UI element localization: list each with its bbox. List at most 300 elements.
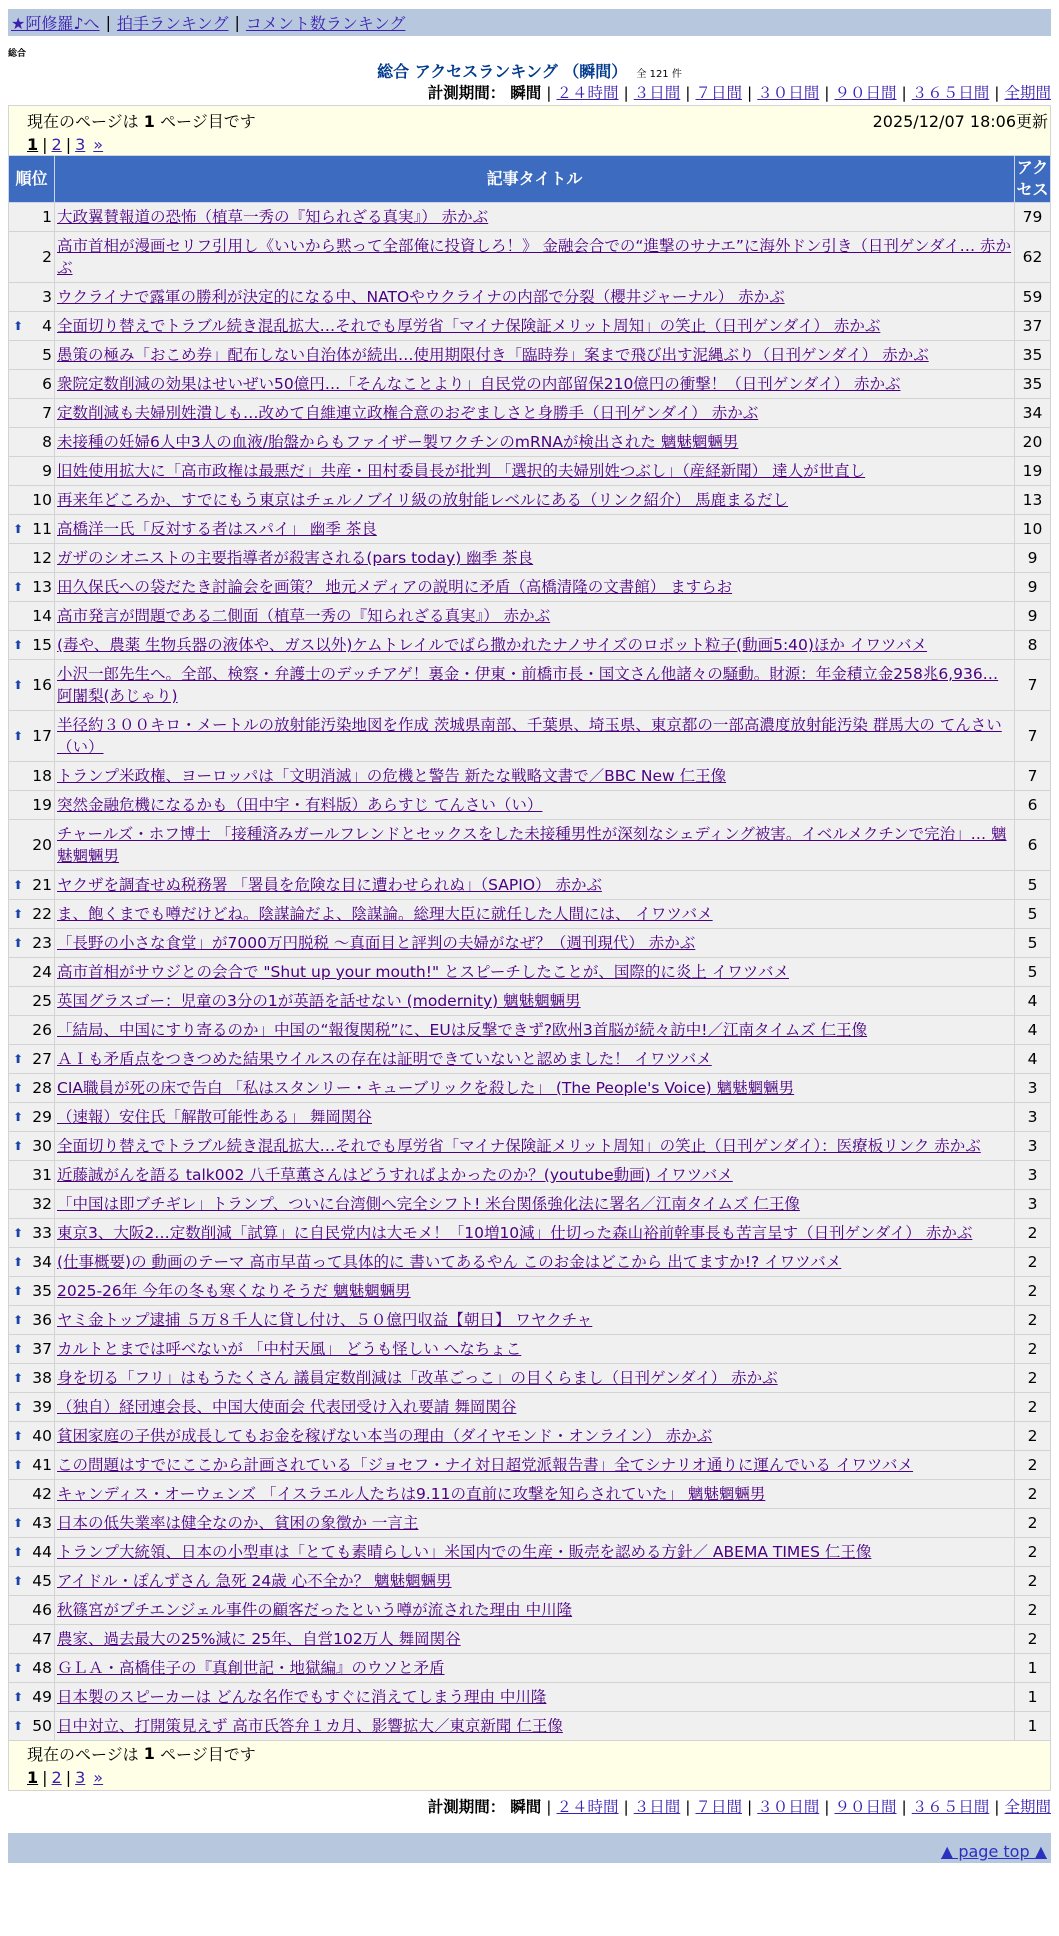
access-count: 6 (1015, 791, 1051, 820)
table-row (9, 1335, 1051, 1364)
access-count: 59 (1015, 283, 1051, 312)
period-current: 瞬間 (510, 1798, 542, 1816)
table-row (9, 1712, 1051, 1741)
period-link[interactable]: ９０日間 (834, 1798, 897, 1816)
article-link[interactable]: 高橋洋一氏「反対する者はスパイ」 幽季 茶良 (57, 520, 377, 538)
period-link[interactable]: ３６５日間 (911, 1798, 990, 1816)
header-access: アクセス (1015, 156, 1051, 203)
rank-number: 7 (42, 404, 52, 422)
up-arrow-icon: ⬆ (13, 1516, 24, 1530)
access-count: 4 (1015, 1016, 1051, 1045)
article-link[interactable]: (仕事概要)の 動画のテーマ 高市早苗って具体的に 書いてあるやん このお金はどこから 出てますか!? イワツバメ (57, 1253, 842, 1271)
table-row (9, 762, 1051, 791)
up-arrow-icon: ⬆ (13, 580, 24, 594)
access-count: 2 (1015, 1306, 1051, 1335)
rank-cell (9, 486, 55, 515)
rank-cell (9, 1393, 55, 1422)
up-arrow-icon: ⬆ (13, 1661, 24, 1675)
page-info-box-bottom (8, 1741, 1051, 1791)
title-cell (55, 631, 1015, 660)
rank-number: 10 (32, 491, 52, 509)
rank-number: 22 (32, 905, 52, 923)
title-cell (55, 820, 1015, 871)
rank-number: 50 (32, 1717, 52, 1735)
pagination (9, 132, 1050, 156)
rank-cell (9, 1683, 55, 1712)
access-count: 2 (1015, 1364, 1051, 1393)
pager-next-link[interactable]: » (93, 134, 104, 154)
article-link[interactable]: (毒や、農薬 生物兵器の液体や、ガス以外)ケムトレイルでばら撒かれたナノサイズのロボット粒子(動画5:40)ほか イワツバメ (57, 636, 928, 654)
article-link[interactable]: 農家、過去最大の25%減に 25年、自営102万人 舞岡関谷 (57, 1630, 461, 1648)
period-link[interactable]: ３０日間 (757, 84, 820, 102)
access-count: 7 (1015, 762, 1051, 791)
article-link[interactable]: 突然金融危機になるかも（田中宇・有料版）あらすじ てんさい（い） (57, 796, 543, 814)
article-link[interactable]: トランプ大統領、日本の小型車は「とても素晴らしい」米国内での生産・販売を認める方針／ ABEMA TIMES 仁王像 (57, 1543, 872, 1561)
access-count: 7 (1015, 660, 1051, 711)
rank-number: 9 (42, 462, 52, 480)
pagination-bottom (9, 1765, 1050, 1789)
article-link[interactable]: キャンディス・オーウェンズ 「イスラエル人たちは9.11の直前に攻撃を知らされていた」 魑魅魍魎男 (57, 1485, 766, 1503)
rank-cell (9, 515, 55, 544)
rank-cell (9, 900, 55, 929)
title-cell (55, 428, 1015, 457)
access-count: 10 (1015, 515, 1051, 544)
up-arrow-icon: ⬆ (13, 1110, 24, 1124)
table-row (9, 544, 1051, 573)
period-separator: | (994, 84, 1000, 102)
up-arrow-icon: ⬆ (13, 1313, 24, 1327)
article-link[interactable]: アイドル・ぽんずさん 急死 24歳 心不全か？ 魑魅魍魎男 (57, 1572, 452, 1590)
title-cell (55, 1654, 1015, 1683)
page-info-box (8, 105, 1051, 155)
period-current: 瞬間 (510, 84, 542, 102)
access-count: 2 (1015, 1248, 1051, 1277)
title-cell (55, 1538, 1015, 1567)
up-arrow-icon: ⬆ (13, 1458, 24, 1472)
rank-number: 5 (42, 346, 52, 364)
table-row (9, 987, 1051, 1016)
article-link[interactable]: 高市首相が漫画セリフ引用し《いいから黙って全部俺に投資しろ！》 金融会合での“進撃のサナエ”に海外ドン引き（日刊ゲンダイ… 赤かぶ (57, 237, 1012, 277)
access-count: 35 (1015, 341, 1051, 370)
title-cell (55, 544, 1015, 573)
rank-number: 25 (32, 992, 52, 1010)
table-row (9, 602, 1051, 631)
nav-clap-ranking-link[interactable]: 拍手ランキング (116, 14, 229, 33)
rank-number: 2 (42, 248, 52, 266)
rank-number: 49 (32, 1688, 52, 1706)
table-row (9, 312, 1051, 341)
access-count: 1 (1015, 1712, 1051, 1741)
title-cell (55, 1683, 1015, 1712)
rank-cell (9, 1480, 55, 1509)
rank-cell (9, 1016, 55, 1045)
rank-cell (9, 1654, 55, 1683)
table-row (9, 515, 1051, 544)
rank-number: 6 (42, 375, 52, 393)
page-title: 総合 アクセスランキング （瞬間） (377, 62, 628, 81)
pager-page-link[interactable]: 3 (75, 1767, 86, 1787)
article-link[interactable]: ヤミ金トップ逮捕 ５万８千人に貸し付け、５０億円収益【朝日】 ワヤクチャ (57, 1311, 593, 1329)
table-row (9, 341, 1051, 370)
bottom-bar (8, 1833, 1051, 1863)
rank-cell (9, 232, 55, 283)
rank-number: 30 (32, 1137, 52, 1155)
table-row (9, 1219, 1051, 1248)
period-link[interactable]: ３０日間 (757, 1798, 820, 1816)
rank-cell (9, 370, 55, 399)
pager-current-page: 1 (27, 1767, 39, 1787)
rank-cell (9, 1335, 55, 1364)
rank-number: 48 (32, 1659, 52, 1677)
table-row (9, 1016, 1051, 1045)
title-cell (55, 871, 1015, 900)
title-cell (55, 1219, 1015, 1248)
article-link[interactable]: 全面切り替えでトラブル続き混乱拡大…それでも厚労省「マイナ保険証メリット周知」の笑止（日刊ゲンダイ）：医療板リンク 赤かぶ (57, 1137, 981, 1155)
pager-separator: | (42, 1767, 48, 1787)
rank-cell (9, 1161, 55, 1190)
title-cell (55, 900, 1015, 929)
title-cell (55, 660, 1015, 711)
title-cell (55, 1596, 1015, 1625)
rank-cell (9, 929, 55, 958)
title-cell (55, 987, 1015, 1016)
rank-cell (9, 1219, 55, 1248)
rank-number: 1 (42, 208, 52, 226)
access-count: 4 (1015, 987, 1051, 1016)
pager-page-link[interactable]: 2 (51, 134, 62, 154)
rank-cell (9, 283, 55, 312)
rank-number: 46 (32, 1601, 52, 1619)
title-cell (55, 1277, 1015, 1306)
article-link[interactable]: 英国グラスゴー：児童の3分の1が英語を話せない (modernity) 魑魅魍魎男 (57, 992, 581, 1010)
rank-number: 17 (32, 727, 52, 745)
ranking-heading (0, 59, 1059, 81)
title-cell (55, 399, 1015, 428)
rank-cell (9, 762, 55, 791)
access-count: 2 (1015, 1567, 1051, 1596)
table-row (9, 631, 1051, 660)
rank-number: 32 (32, 1195, 52, 1213)
rank-cell (9, 1712, 55, 1741)
article-link[interactable]: 秋篠宮がプチエンジェル事件の顧客だったという噂が流された理由 中川隆 (57, 1601, 573, 1619)
table-row (9, 486, 1051, 515)
access-count: 19 (1015, 457, 1051, 486)
up-arrow-icon: ⬆ (13, 1226, 24, 1240)
table-row (9, 958, 1051, 987)
rank-number: 12 (32, 549, 52, 567)
article-link[interactable]: ウクライナで露軍の勝利が決定的になる中、NATOやウクライナの内部で分裂（櫻井ジャーナル） 赤かぶ (57, 288, 785, 306)
table-row (9, 1277, 1051, 1306)
title-cell (55, 283, 1015, 312)
title-cell (55, 711, 1015, 762)
article-link[interactable]: （独自）経団連会長、中国大使面会 代表団受け入れ要請 舞岡関谷 (57, 1398, 517, 1416)
period-separator: | (546, 84, 552, 102)
table-row (9, 1248, 1051, 1277)
rank-cell (9, 1567, 55, 1596)
rank-number: 28 (32, 1079, 52, 1097)
up-arrow-icon: ⬆ (13, 936, 24, 950)
period-link[interactable]: 全期間 (1004, 84, 1051, 102)
pager-page-link[interactable]: 3 (75, 134, 86, 154)
article-link[interactable]: チャールズ・ホフ博士 「接種済みガールフレンドとセックスをした未接種男性が深刻なシェディング被害。イベルメクチンで完治」… 魑魅魍魎男 (57, 825, 1007, 865)
header-title: 記事タイトル (55, 156, 1015, 203)
article-link[interactable]: 愚策の極み「おこめ券」配布しない自治体が続出…使用期限付き「臨時券」案まで飛び出す泥縄ぶり（日刊ゲンダイ） 赤かぶ (57, 346, 929, 364)
title-cell (55, 486, 1015, 515)
table-row (9, 399, 1051, 428)
table-row (9, 1045, 1051, 1074)
nav-comment-ranking-link[interactable]: コメント数ランキング (245, 14, 406, 33)
rank-number: 27 (32, 1050, 52, 1068)
article-link[interactable]: （速報）安住氏「解散可能性ある」 舞岡関谷 (57, 1108, 372, 1126)
article-link[interactable]: 日本の低失業率は健全なのか、貧困の象徴か 一言主 (57, 1514, 419, 1532)
title-cell (55, 1248, 1015, 1277)
rank-number: 45 (32, 1572, 52, 1590)
title-cell (55, 1103, 1015, 1132)
period-selector (0, 81, 1051, 105)
article-link[interactable]: CIA職員が死の床で告白 「私はスタンリー・キューブリックを殺した」 (The People's Voice) 魑魅魍魎男 (57, 1079, 795, 1097)
article-link[interactable]: 旧姓使用拡大に「高市政権は最悪だ」共産・田村委員長が批判 「選択的夫婦別姓つぶし」（産経新聞） 達人が世直し (57, 462, 866, 480)
table-row (9, 203, 1051, 232)
access-count: 5 (1015, 900, 1051, 929)
period-link[interactable]: ２４時間 (556, 1798, 619, 1816)
table-row (9, 1451, 1051, 1480)
period-link[interactable]: ７日間 (695, 84, 742, 102)
title-cell (55, 203, 1015, 232)
period-separator: | (901, 84, 907, 102)
rank-cell (9, 1538, 55, 1567)
article-link[interactable]: 大政翼賛報道の恐怖（植草一秀の『知られざる真実』） 赤かぶ (57, 208, 489, 226)
article-link[interactable]: 未接種の妊婦6人中3人の血液/胎盤からもファイザー製ワクチンのmRNAが検出された 魑魅魍魎男 (57, 433, 739, 451)
table-row (9, 900, 1051, 929)
rank-number: 33 (32, 1224, 52, 1242)
up-arrow-icon: ⬆ (13, 1342, 24, 1356)
article-link[interactable]: 全面切り替えでトラブル続き混乱拡大…それでも厚労省「マイナ保険証メリット周知」の笑止（日刊ゲンダイ） 赤かぶ (57, 317, 881, 335)
access-count: 2 (1015, 1480, 1051, 1509)
article-link[interactable]: 定数削減も夫婦別姓潰しも…改めて自維連立政権合意のおぞましさと身勝手（日刊ゲンダイ） 赤かぶ (57, 404, 759, 422)
access-count: 20 (1015, 428, 1051, 457)
rank-cell (9, 1625, 55, 1654)
period-link[interactable]: ３日間 (633, 1798, 681, 1816)
updated-timestamp: 2025/12/07 18:06更新 (872, 111, 1048, 131)
title-cell (55, 573, 1015, 602)
article-link[interactable]: 衆院定数削減の効果はせいぜい50億円…「そんなことより」自民党の内部留保210億円の衝撃！（日刊ゲンダイ） 赤かぶ (57, 375, 901, 393)
article-link[interactable]: ヤクザを調査せぬ税務署 「署員を危険な目に遭わせられぬ」（SAPIO） 赤かぶ (57, 876, 602, 894)
period-link[interactable]: ９０日間 (834, 84, 897, 102)
access-count: 1 (1015, 1654, 1051, 1683)
title-cell (55, 515, 1015, 544)
rank-number: 31 (32, 1166, 52, 1184)
article-link[interactable]: 貧困家庭の子供が成長してもお金を稼げない本当の理由（ダイヤモンド・オンライン） 赤かぶ (57, 1427, 713, 1445)
article-link[interactable]: ＡＩも矛盾点をつきつめた結果ウイルスの存在は証明できていないと認めました！ イワツバメ (57, 1050, 712, 1068)
period-selector-bottom (0, 1795, 1051, 1819)
table-row (9, 871, 1051, 900)
rank-number: 18 (32, 767, 52, 785)
article-link[interactable]: 再来年どころか、すでにもう東京はチェルノブイリ級の放射能レベルにある（リンク紹介） 馬鹿まるだし (57, 491, 789, 509)
title-cell (55, 370, 1015, 399)
rank-cell (9, 312, 55, 341)
up-arrow-icon: ⬆ (13, 1081, 24, 1095)
nav-separator: | (105, 13, 111, 32)
article-link[interactable]: 高市首相がサウジとの会合で "Shut up your mouth!" とスピーチしたことが、国際的に炎上 イワツバメ (57, 963, 789, 981)
table-row (9, 1480, 1051, 1509)
title-cell (55, 1625, 1015, 1654)
up-arrow-icon: ⬆ (13, 1371, 24, 1385)
article-link[interactable]: 近藤誠がんを語る talk002 八千草薫さんはどうすればよかったのか？(youtube動画) イワツバメ (57, 1166, 733, 1184)
period-separator: | (994, 1798, 1000, 1816)
table-row (9, 1393, 1051, 1422)
access-count: 35 (1015, 370, 1051, 399)
rank-cell (9, 341, 55, 370)
access-count: 6 (1015, 820, 1051, 871)
access-count: 79 (1015, 203, 1051, 232)
table-row (9, 1596, 1051, 1625)
up-arrow-icon: ⬆ (13, 1429, 24, 1443)
title-cell (55, 958, 1015, 987)
article-link[interactable]: 東京3、大阪2…定数削減「試算」に自民党内は大モメ！「10増10減」仕切った森山裕前幹事長も苦言呈す（日刊ゲンダイ） 赤かぶ (57, 1224, 973, 1242)
article-link[interactable]: 日中対立、打開策見えず 高市氏答弁１カ月、影響拡大／東京新聞 仁王像 (57, 1717, 563, 1735)
rank-number: 36 (32, 1311, 52, 1329)
rank-number: 16 (32, 676, 52, 694)
table-row (9, 1422, 1051, 1451)
rank-cell (9, 660, 55, 711)
title-cell (55, 602, 1015, 631)
article-link[interactable]: 「長野の小さな食堂」が7000万円脱税 〜真面目と評判の夫婦がなぜ？（週刊現代） 赤かぶ (57, 934, 696, 952)
access-count: 5 (1015, 871, 1051, 900)
current-page-text: 現在のページは 1 ページ目です (27, 111, 256, 131)
article-link[interactable]: 「結局、中国にすり寄るのか」中国の“報復関税”に、EUは反撃できず?欧州3首脳が続々訪中!／江南タイムズ 仁王像 (57, 1021, 868, 1039)
title-cell (55, 1451, 1015, 1480)
rank-cell (9, 871, 55, 900)
rank-cell (9, 987, 55, 1016)
rank-number: 8 (42, 433, 52, 451)
access-count: 3 (1015, 1132, 1051, 1161)
rank-number: 40 (32, 1427, 52, 1445)
rank-cell (9, 1364, 55, 1393)
article-link[interactable]: 「中国は即ブチギレ」トランプ、ついに台湾側へ完全シフト! 米台関係強化法に署名／江南タイムズ 仁王像 (57, 1195, 800, 1213)
access-count: 7 (1015, 711, 1051, 762)
article-link[interactable]: 小沢一郎先生へ。全部、検察・弁護士のデッチアゲ！裏金・伊東・前橋市長・国文さん他諸々の騒動。財源：年金積立金258兆6,936… 阿闍梨(あじゃり) (57, 665, 999, 705)
rank-number: 24 (32, 963, 52, 981)
access-count: 3 (1015, 1074, 1051, 1103)
table-row (9, 232, 1051, 283)
article-link[interactable]: カルトとまでは呼べないが 「中村天風」 どうも怪しい へなちょこ (57, 1340, 522, 1358)
title-cell (55, 232, 1015, 283)
table-row (9, 1190, 1051, 1219)
rank-cell (9, 1277, 55, 1306)
title-cell (55, 1132, 1015, 1161)
access-count: 1 (1015, 1683, 1051, 1712)
rank-cell (9, 820, 55, 871)
table-row (9, 1161, 1051, 1190)
article-link[interactable]: 2025-26年 今年の冬も寒くなりそうだ 魑魅魍魎男 (57, 1282, 411, 1300)
rank-number: 21 (32, 876, 52, 894)
up-arrow-icon: ⬆ (13, 1690, 24, 1704)
period-link[interactable]: ７日間 (695, 1798, 742, 1816)
rank-cell (9, 1132, 55, 1161)
table-row (9, 791, 1051, 820)
pager-next-link[interactable]: » (93, 1767, 104, 1787)
rank-cell (9, 457, 55, 486)
article-link[interactable]: 日本製のスピーカーは どんな名作でもすぐに消えてしまう理由 中川隆 (57, 1688, 547, 1706)
rank-cell (9, 1074, 55, 1103)
title-cell (55, 1045, 1015, 1074)
table-row (9, 1132, 1051, 1161)
article-link[interactable]: ＧＬＡ・高橋佳子の『真創世記・地獄編』のウソと矛盾 (57, 1659, 445, 1677)
access-count: 9 (1015, 602, 1051, 631)
access-count: 2 (1015, 1422, 1051, 1451)
period-link[interactable]: 全期間 (1004, 1798, 1051, 1816)
table-row (9, 1538, 1051, 1567)
access-count: 2 (1015, 1219, 1051, 1248)
title-cell (55, 1190, 1015, 1219)
rank-number: 37 (32, 1340, 52, 1358)
rank-cell (9, 1422, 55, 1451)
article-link[interactable]: トランプ米政権、ヨーロッパは「文明消滅」の危機と警告 新たな戦略文書で／BBC New 仁王像 (57, 767, 727, 785)
article-link[interactable]: 身を切る「フリ」はもうたくさん 議員定数削減は「改革ごっこ」の目くらまし（日刊ゲンダイ） 赤かぶ (57, 1369, 778, 1387)
rank-cell (9, 958, 55, 987)
access-count: 2 (1015, 1451, 1051, 1480)
access-count: 4 (1015, 1045, 1051, 1074)
header-rank: 順位 (9, 156, 55, 203)
title-cell (55, 1161, 1015, 1190)
rank-cell (9, 1306, 55, 1335)
up-arrow-icon: ⬆ (13, 1139, 24, 1153)
page-top-link[interactable]: ▲ page top ▲ (940, 1842, 1047, 1861)
article-link[interactable]: 高市発言が問題である二側面（植草一秀の『知られざる真実』） 赤かぶ (57, 607, 551, 625)
title-cell (55, 1422, 1015, 1451)
table-row (9, 1654, 1051, 1683)
article-link[interactable]: ま、飽くまでも噂だけどね。陰謀論だよ、陰謀論。総理大臣に就任した人間には、 イワツバメ (57, 905, 713, 923)
up-arrow-icon: ⬆ (13, 1574, 24, 1588)
period-separator: | (685, 1798, 691, 1816)
period-separator: | (901, 1798, 907, 1816)
period-separator: | (747, 1798, 753, 1816)
nav-home-link[interactable]: ★阿修羅♪へ (11, 14, 100, 33)
access-count: 3 (1015, 1103, 1051, 1132)
rank-number: 43 (32, 1514, 52, 1532)
period-separator: | (685, 84, 691, 102)
access-count: 2 (1015, 1277, 1051, 1306)
rank-number: 15 (32, 636, 52, 654)
period-separator: | (546, 1798, 552, 1816)
period-link[interactable]: ３日間 (633, 84, 681, 102)
pager-page-link[interactable]: 2 (51, 1767, 62, 1787)
article-link[interactable]: 半径約３００キロ・メートルの放射能汚染地図を作成 茨城県南部、千葉県、埼玉県、東京都の一部高濃度放射能汚染 群馬大の てんさい（い） (57, 716, 1002, 756)
rank-cell (9, 1045, 55, 1074)
table-row (9, 1103, 1051, 1132)
rank-number: 13 (32, 578, 52, 596)
rank-number: 47 (32, 1630, 52, 1648)
access-count: 2 (1015, 1538, 1051, 1567)
article-link[interactable]: 田久保氏への袋だたき討論会を画策？ 地元メディアの説明に矛盾（高橋清隆の文書館） ますらお (57, 578, 733, 596)
rank-number: 34 (32, 1253, 52, 1271)
period-link[interactable]: ２４時間 (556, 84, 619, 102)
rank-number: 26 (32, 1021, 52, 1039)
period-link[interactable]: ３６５日間 (911, 84, 990, 102)
access-count: 34 (1015, 399, 1051, 428)
access-count: 2 (1015, 1625, 1051, 1654)
rank-number: 39 (32, 1398, 52, 1416)
rank-cell (9, 1596, 55, 1625)
title-cell (55, 791, 1015, 820)
up-arrow-icon: ⬆ (13, 638, 24, 652)
up-arrow-icon: ⬆ (13, 319, 24, 333)
rank-cell (9, 791, 55, 820)
article-link[interactable]: この問題はすでにここから計画されている「ジョセフ・ナイ対日超党派報告書」全てシナリオ通りに運んでいる イワツバメ (57, 1456, 914, 1474)
up-arrow-icon: ⬆ (13, 1255, 24, 1269)
table-row (9, 283, 1051, 312)
article-link[interactable]: ガザのシオニストの主要指導者が殺害される(pars today) 幽季 茶良 (57, 549, 534, 567)
